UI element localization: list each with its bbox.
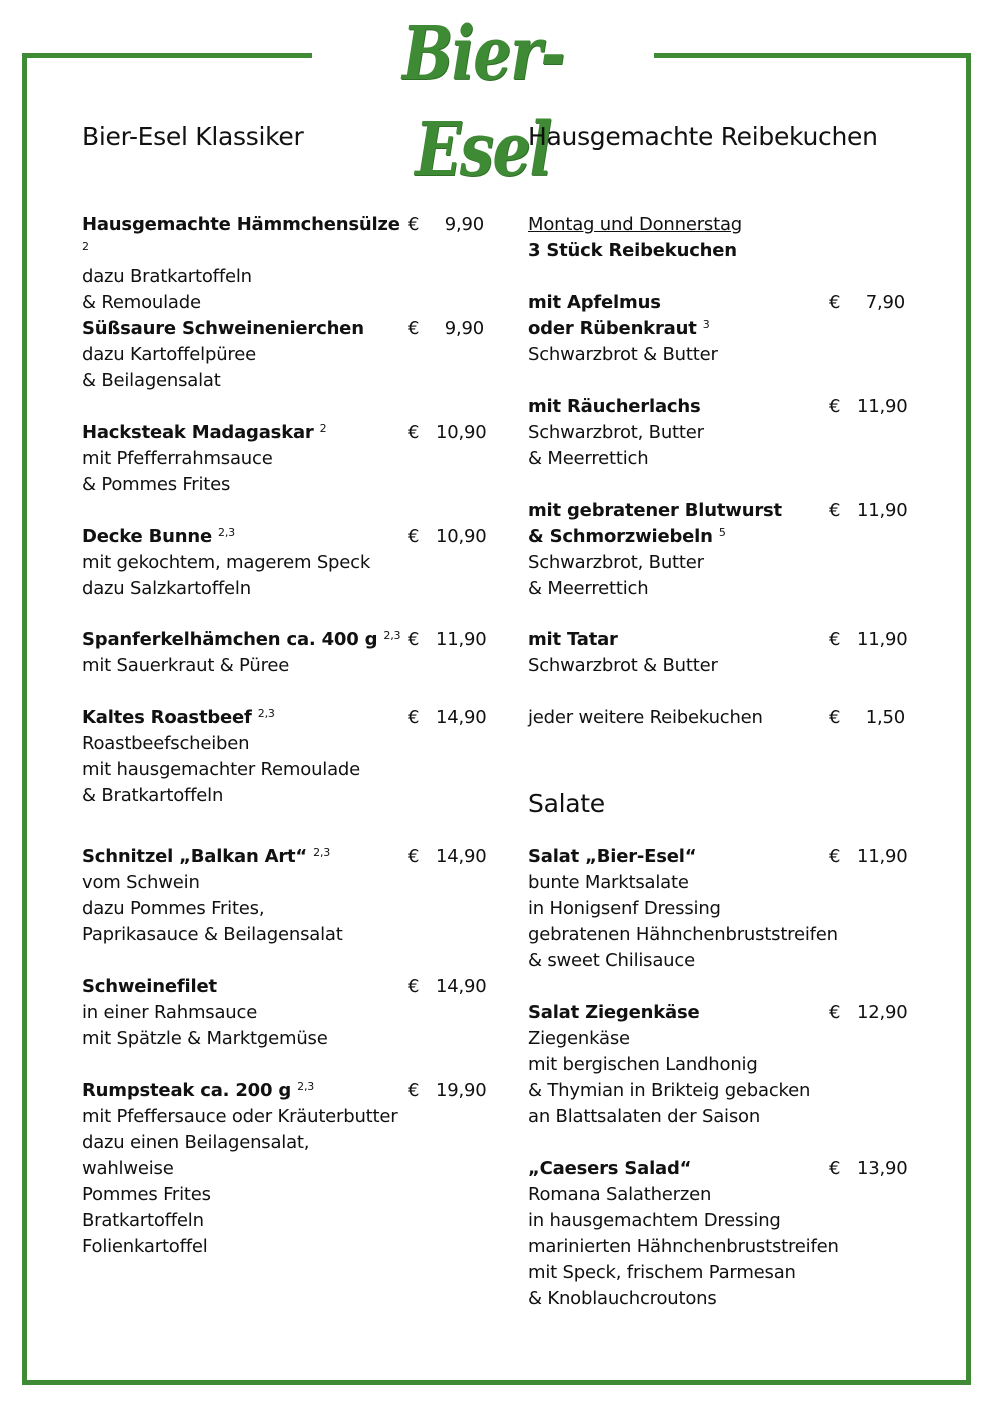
allergen-note: 2,3 (297, 1080, 315, 1093)
dish-name (82, 1078, 314, 1104)
dish-name-text: Spanferkelhämchen ca. 400 g (82, 629, 378, 650)
price-amount: 7,90 (865, 292, 905, 313)
currency-symbol: € (408, 629, 420, 650)
dish-name (528, 318, 710, 339)
dish-name-text: mit gebratener Blutwurst (528, 500, 782, 521)
dish-description: Paprikasauce & Beilagensalat (82, 924, 343, 945)
menu-item (528, 1000, 908, 1130)
dish-description: mit hausgemachter Remoulade (82, 759, 361, 780)
extra-label: jeder weitere Reibekuchen (528, 707, 763, 728)
menu-item (82, 705, 487, 809)
price-amount: 9,90 (444, 214, 484, 235)
price (829, 844, 908, 870)
menu-item (82, 212, 484, 316)
menu-item (528, 290, 905, 368)
dish-name (82, 524, 235, 550)
currency-symbol: € (829, 500, 841, 521)
dish-name (528, 498, 782, 524)
dish-description: Bratkartoffeln (82, 1210, 204, 1231)
dish-description: & Thymian in Brikteig gebacken (528, 1080, 811, 1101)
price (408, 844, 487, 870)
dish-name (528, 1000, 699, 1026)
price-amount: 11,90 (857, 629, 908, 650)
price-amount: 11,90 (857, 500, 908, 521)
currency-symbol: € (408, 846, 420, 867)
dish-name (82, 212, 408, 264)
dish-description: mit Sauerkraut & Püree (82, 655, 290, 676)
dish-name-text: Salat Ziegenkäse (528, 1002, 700, 1023)
dish-name-text: Schnitzel „Balkan Art“ (82, 846, 308, 867)
dish-description: & Beilagensalat (82, 370, 221, 391)
right-column (528, 120, 908, 1309)
dish-description: mit Spätzle & Marktgemüse (82, 1028, 328, 1049)
dish-description: dazu einen Beilagensalat, (82, 1132, 310, 1153)
currency-symbol: € (408, 976, 420, 997)
currency-symbol: € (829, 707, 841, 728)
price-amount: 12,90 (857, 1002, 908, 1023)
day-note: Montag und Donnerstag (528, 214, 743, 235)
dish-name (82, 844, 330, 870)
currency-symbol: € (408, 422, 420, 443)
price (408, 705, 487, 731)
price-amount: 11,90 (857, 846, 908, 867)
dish-description: dazu Kartoffelpüree (82, 344, 256, 365)
dish-name-text: Kaltes Roastbeef (82, 707, 252, 728)
section-title-klassiker: Bier-Esel Klassiker (82, 122, 304, 151)
dish-description: mit Pfefferrahmsauce (82, 448, 273, 469)
price-amount: 10,90 (436, 526, 487, 547)
menu-item (528, 844, 908, 974)
menu-item (528, 394, 908, 472)
price (829, 290, 905, 316)
allergen-note: 2 (319, 422, 327, 435)
price (829, 1156, 908, 1182)
menu-item (528, 1156, 908, 1312)
menu-item-header (528, 1156, 908, 1182)
currency-symbol: € (829, 292, 841, 313)
dish-description: in hausgemachtem Dressing (528, 1210, 781, 1231)
dish-description: dazu Salzkartoffeln (82, 578, 251, 599)
dish-description: Ziegenkäse (528, 1028, 630, 1049)
price (408, 212, 484, 238)
menu-item-header (82, 1078, 487, 1104)
section-title-reibekuchen: Hausgemachte Reibekuchen (528, 122, 878, 151)
price (829, 498, 908, 524)
currency-symbol: € (408, 1080, 420, 1101)
dish-name-text: mit Tatar (528, 629, 618, 650)
dish-name (82, 420, 326, 446)
menu-item (82, 1078, 487, 1260)
dish-description: Folienkartoffel (82, 1236, 208, 1257)
menu-item-header (82, 524, 487, 550)
dish-name-text: „Caesers Salad“ (528, 1158, 692, 1179)
menu-item-header (528, 290, 905, 316)
logo: Bier-Esel (312, 6, 654, 106)
dish-description: dazu Bratkartoffeln (82, 266, 252, 287)
menu-item (82, 316, 484, 394)
allergen-note: 3 (702, 318, 710, 331)
dish-description: & Meerrettich (528, 448, 649, 469)
menu-item (528, 627, 908, 679)
dish-description: Schwarzbrot & Butter (528, 344, 718, 365)
allergen-note: 2,3 (257, 707, 275, 720)
currency-symbol: € (829, 846, 841, 867)
currency-symbol: € (829, 629, 841, 650)
dish-description: & Knoblauchcroutons (528, 1288, 717, 1309)
price-amount: 10,90 (436, 422, 487, 443)
price (829, 705, 905, 731)
dish-description: in einer Rahmsauce (82, 1002, 258, 1023)
allergen-note: 5 (718, 526, 726, 539)
currency-symbol: € (408, 214, 420, 235)
menu-item-header (528, 1000, 908, 1026)
price-amount: 1,50 (865, 707, 905, 728)
allergen-note: 2,3 (218, 526, 235, 539)
dish-description: mit bergischen Landhonig (528, 1054, 758, 1075)
dish-name (82, 974, 217, 1000)
menu-item-header (528, 394, 908, 420)
dish-description: Schwarzbrot, Butter (528, 422, 704, 443)
dish-description: wahlweise (82, 1158, 174, 1179)
price (408, 524, 487, 550)
left-column (82, 120, 487, 1257)
price-amount: 13,90 (857, 1158, 908, 1179)
dish-description: & Remoulade (82, 292, 201, 313)
dish-name-text: Salat „Bier-Esel“ (528, 846, 697, 867)
price (408, 974, 487, 1000)
dish-description: mit Speck, frischem Parmesan (528, 1262, 796, 1283)
dish-description: Schwarzbrot & Butter (528, 655, 718, 676)
dish-name-text: & Schmorzwiebeln (528, 526, 713, 547)
menu-item-header (82, 844, 487, 870)
dish-description: & sweet Chilisauce (528, 950, 695, 971)
dish-description: Romana Salatherzen (528, 1184, 712, 1205)
extra-item (528, 705, 905, 731)
menu-item (82, 420, 487, 498)
allergen-note: 2 (82, 240, 89, 253)
price-amount: 9,90 (444, 318, 484, 339)
dish-description: bunte Marktsalate (528, 872, 689, 893)
price-amount: 14,90 (436, 846, 487, 867)
menu-item (82, 627, 487, 679)
allergen-note: 2,3 (383, 629, 401, 642)
dish-name-text: Decke Bunne (82, 526, 212, 547)
dish-description: dazu Pommes Frites, (82, 898, 265, 919)
dish-name-text: mit Apfelmus (528, 292, 661, 313)
dish-description: vom Schwein (82, 872, 200, 893)
dish-description: marinierten Hähnchenbruststreifen (528, 1236, 839, 1257)
dish-name-text: Schweinefilet (82, 976, 217, 997)
price-amount: 14,90 (436, 976, 487, 997)
price-amount: 11,90 (857, 396, 908, 417)
dish-name-text: Hacksteak Madagaskar (82, 422, 314, 443)
currency-symbol: € (408, 707, 420, 728)
price-amount: 11,90 (436, 629, 487, 650)
currency-symbol: € (829, 1002, 841, 1023)
dish-description: Schwarzbrot, Butter (528, 552, 704, 573)
dish-name-text: mit Räucherlachs (528, 396, 701, 417)
dish-description: & Pommes Frites (82, 474, 231, 495)
dish-description: an Blattsalaten der Saison (528, 1106, 761, 1127)
price (408, 316, 484, 342)
dish-name (528, 844, 696, 870)
menu-item-header (82, 316, 484, 342)
dish-name (528, 627, 618, 653)
dish-name (82, 705, 275, 731)
price (829, 1000, 908, 1026)
currency-symbol: € (408, 526, 420, 547)
menu-item-header (528, 498, 908, 524)
dish-name-text: Süßsaure Schweinenierchen (82, 318, 364, 339)
menu-item-header-line2 (528, 316, 905, 342)
dish-description: & Meerrettich (528, 578, 649, 599)
dish-name-text: Rumpsteak ca. 200 g (82, 1080, 292, 1101)
dish-description: gebratenen Hähnchenbruststreifen (528, 924, 838, 945)
price (829, 394, 908, 420)
menu-item-header-line2 (528, 524, 905, 550)
dish-name (528, 526, 726, 547)
portion-note: 3 Stück Reibekuchen (528, 240, 737, 261)
currency-symbol: € (829, 1158, 841, 1179)
price (829, 627, 908, 653)
menu-item-header (528, 627, 908, 653)
menu-item (82, 844, 487, 948)
dish-description: & Bratkartoffeln (82, 785, 224, 806)
currency-symbol: € (829, 396, 841, 417)
menu-item-header (82, 974, 487, 1000)
dish-description: Roastbeefscheiben (82, 733, 250, 754)
dish-name (82, 627, 400, 653)
menu-item-header (82, 212, 484, 264)
dish-description: mit Pfeffersauce oder Kräuterbutter (82, 1106, 398, 1127)
dish-description: in Honigsenf Dressing (528, 898, 721, 919)
dish-name (82, 316, 364, 342)
dish-name-text: Hausgemachte Hämmchensülze (82, 214, 400, 235)
dish-name (528, 1156, 691, 1182)
price (408, 420, 487, 446)
menu-item (82, 524, 487, 602)
dish-name (528, 394, 701, 420)
currency-symbol: € (408, 318, 420, 339)
allergen-note: 2,3 (313, 846, 331, 859)
price (408, 1078, 487, 1104)
section-title-salate: Salate (528, 789, 605, 818)
menu-item (82, 974, 487, 1052)
menu-item-header (82, 705, 487, 731)
price (408, 627, 487, 653)
dish-description: Pommes Frites (82, 1184, 211, 1205)
dish-description: mit gekochtem, magerem Speck (82, 552, 371, 573)
menu-item (528, 498, 908, 602)
price-amount: 19,90 (436, 1080, 487, 1101)
reibekuchen-intro (528, 212, 905, 264)
price-amount: 14,90 (436, 707, 487, 728)
dish-name (528, 290, 661, 316)
dish-name-text: oder Rübenkraut (528, 318, 697, 339)
menu-item-header (82, 420, 487, 446)
menu-item-header (528, 844, 908, 870)
menu-item-header (82, 627, 487, 653)
